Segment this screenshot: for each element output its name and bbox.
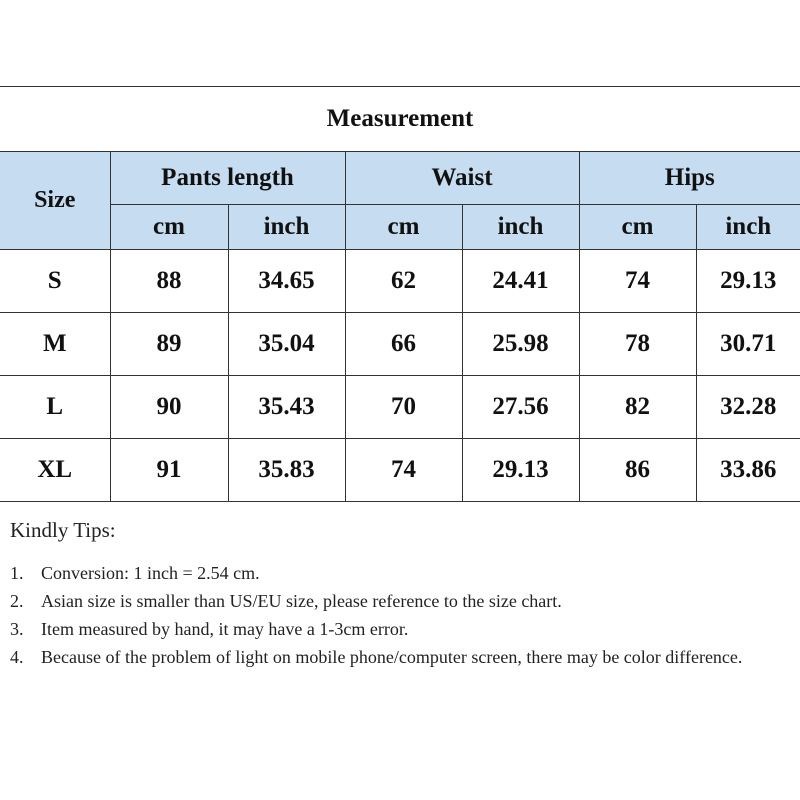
size-chart (0, 86, 800, 502)
table-row (0, 439, 800, 502)
unit-header-row (0, 205, 800, 250)
tip-number: 1. (10, 563, 24, 583)
table-cell: 24.41 (462, 250, 579, 313)
tip-item (10, 643, 780, 671)
table-cell: 91 (110, 439, 228, 502)
table-cell: 62 (345, 250, 462, 313)
table-cell: 35.43 (228, 376, 345, 439)
measurement-table (0, 86, 800, 502)
table-cell: 30.71 (696, 313, 800, 376)
size-cell: M (0, 313, 110, 376)
unit-header: cm (345, 205, 462, 250)
table-cell: 82 (579, 376, 696, 439)
table-cell: 25.98 (462, 313, 579, 376)
tip-number: 2. (10, 591, 24, 611)
table-title: Measurement (0, 87, 800, 152)
table-cell: 35.04 (228, 313, 345, 376)
table-row (0, 250, 800, 313)
size-cell: S (0, 250, 110, 313)
tip-text: Item measured by hand, it may have a 1-3cm error. (41, 619, 409, 639)
table-cell: 32.28 (696, 376, 800, 439)
group-header-waist: Waist (345, 152, 579, 205)
table-row (0, 313, 800, 376)
table-cell: 74 (345, 439, 462, 502)
tip-item (10, 559, 780, 587)
table-cell: 88 (110, 250, 228, 313)
table-cell: 27.56 (462, 376, 579, 439)
unit-header: inch (696, 205, 800, 250)
table-cell: 78 (579, 313, 696, 376)
group-header-pants-length: Pants length (110, 152, 345, 205)
unit-header: inch (228, 205, 345, 250)
unit-header: cm (110, 205, 228, 250)
size-cell: L (0, 376, 110, 439)
title-row (0, 87, 800, 152)
size-header: Size (0, 152, 110, 250)
group-header-hips: Hips (579, 152, 800, 205)
tip-text: Conversion: 1 inch = 2.54 cm. (41, 563, 260, 583)
table-cell: 70 (345, 376, 462, 439)
table-cell: 33.86 (696, 439, 800, 502)
table-row (0, 376, 800, 439)
table-cell: 86 (579, 439, 696, 502)
table-cell: 66 (345, 313, 462, 376)
table-cell: 29.13 (696, 250, 800, 313)
table-cell: 35.83 (228, 439, 345, 502)
tip-number: 3. (10, 619, 24, 639)
table-cell: 74 (579, 250, 696, 313)
tip-item (10, 615, 780, 643)
group-header-row (0, 152, 800, 205)
size-cell: XL (0, 439, 110, 502)
tip-text: Asian size is smaller than US/EU size, please reference to the size chart. (41, 591, 562, 611)
kindly-tips (10, 518, 780, 671)
table-cell: 29.13 (462, 439, 579, 502)
table-cell: 34.65 (228, 250, 345, 313)
unit-header: inch (462, 205, 579, 250)
tip-item (10, 587, 780, 615)
tips-title: Kindly Tips: (10, 518, 116, 542)
tip-number: 4. (10, 647, 24, 667)
table-cell: 90 (110, 376, 228, 439)
table-cell: 89 (110, 313, 228, 376)
tip-text: Because of the problem of light on mobile phone/computer screen, there may be color difference. (41, 647, 743, 667)
unit-header: cm (579, 205, 696, 250)
